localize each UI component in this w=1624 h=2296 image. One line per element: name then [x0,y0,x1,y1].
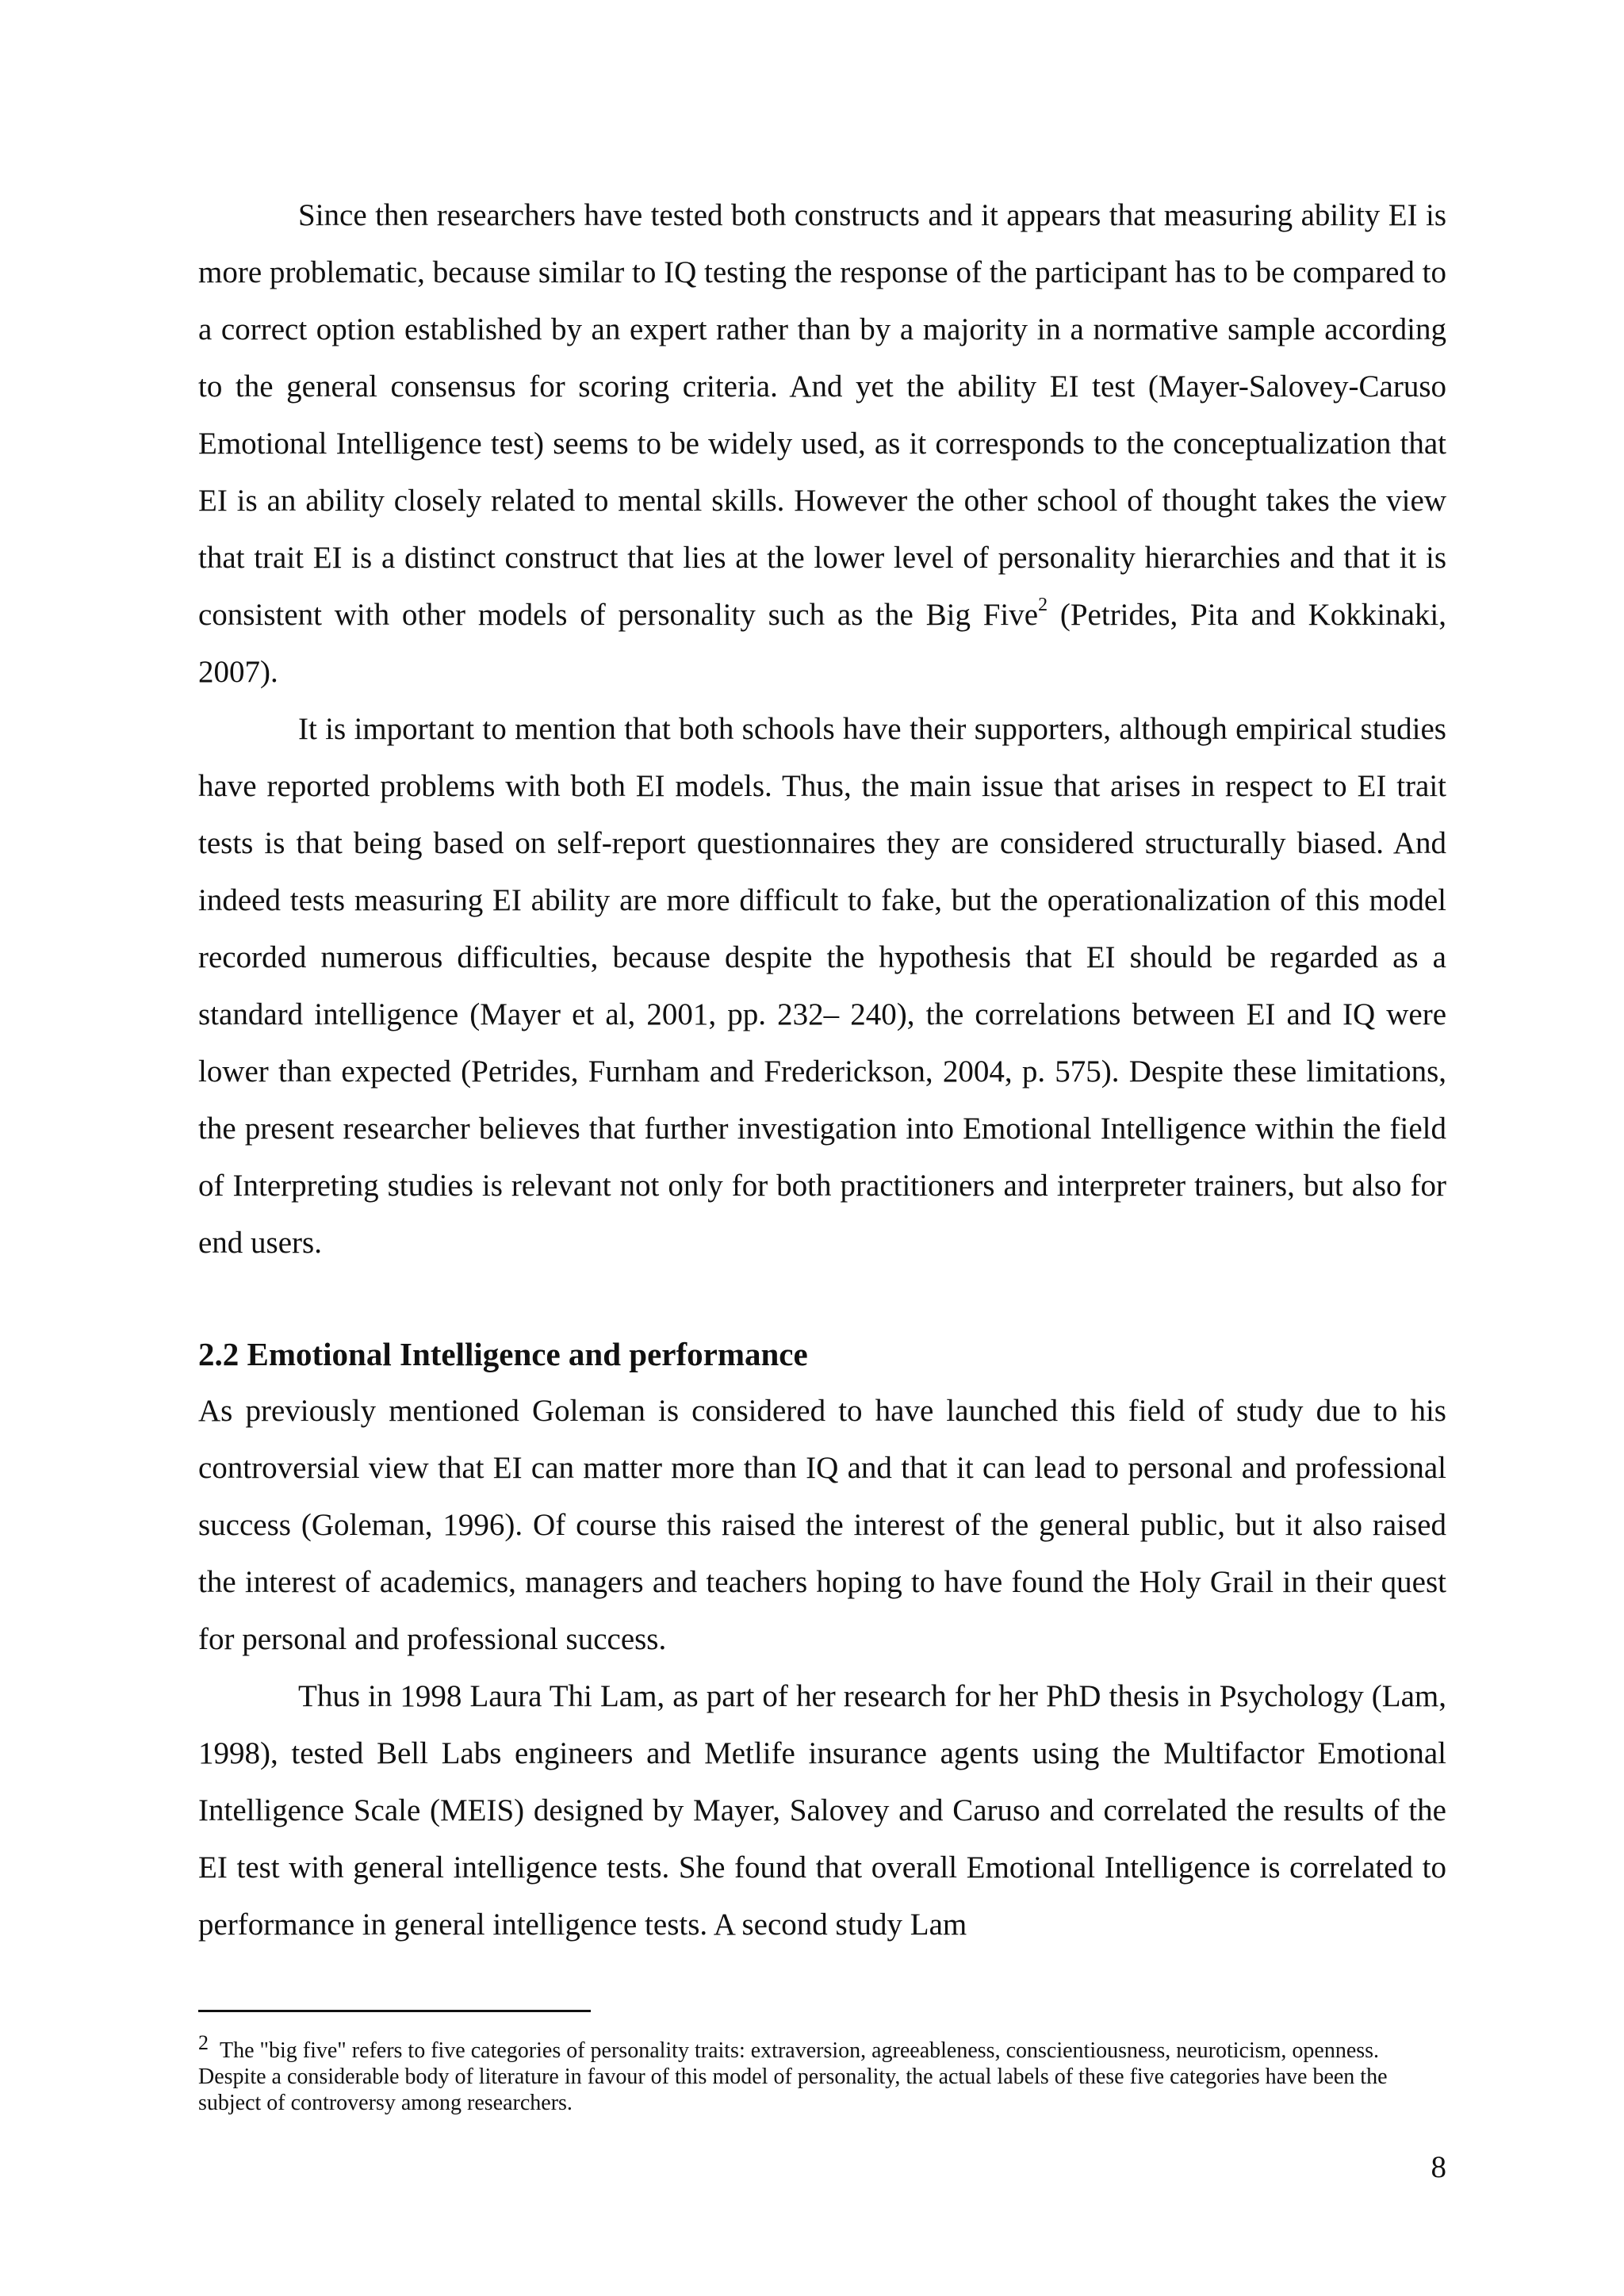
footnote-text: The "big five" refers to five categories of personality traits: extraversion, agreeableness, conscientiousness, neuroticism, openness. Despite a considerable body of literature in favour of this model of personality, the actual labels of these five categories have been the subject of controversy among researchers. [198,2038,1388,2115]
section-heading: 2.2 Emotional Intelligence and performance [198,1336,808,1372]
paragraph-lam-study: Thus in 1998 Laura Thi Lam, as part of her research for her PhD thesis in Psychology (Lam, 1998), tested Bell Labs engineers and Metlife insurance agents using the Multifactor Emotional Intelligence Scale (MEIS) designed by Mayer, Salovey and Caruso and correlated the results of the EI test with general intelligence tests. She found that overall Emotional Intelligence is correlated to performance in general intelligence tests. A second study Lam [198,1679,1446,1942]
footnote-marker: 2 [198,2031,209,2054]
footnote-separator [198,2010,591,2012]
footnote-reference-2: 2 [1038,595,1048,615]
paragraph-ei-constructs [198,187,1446,701]
footnote [198,2031,1446,2116]
paragraph-ei-constructs-tail: (Petrides, Pita and Kokkinaki, 2007). [198,598,1446,689]
page-number: 8 [1431,2150,1446,2184]
paragraph-ei-constructs-text: Since then researchers have tested both constructs and it appears that measuring ability EI is more problematic, because similar to IQ testing the response of the participant has to be compared to a correct option established by an expert rather than by a majority in a normative sample according to the general consensus for scoring criteria. And yet the ability EI test (Mayer-Salovey-Caruso Emotional Intelligence test) seems to be widely used, as it corresponds to the conceptualization that EI is an ability closely related to mental skills. However the other school of thought takes the view that trait EI is a distinct construct that lies at the lower level of personality hierarchies and that it is consistent with other models of personality such as the Big Five [198,198,1446,632]
paragraph-goleman: As previously mentioned Goleman is considered to have launched this field of study due to his controversial view that EI can matter more than IQ and that it can lead to personal and professional success (Goleman, 1996). Of course this raised the interest of the general public, but it also raised the interest of academics, managers and teachers hoping to have found the Holy Grail in their quest for personal and professional success. [198,1394,1446,1656]
paragraph-ei-schools: It is important to mention that both schools have their supporters, although empirical studies have reported problems with both EI models. Thus, the main issue that arises in respect to EI trait tests is that being based on self-report questionnaires they are considered structurally biased. And indeed tests measuring EI ability are more difficult to fake, but the operationalization of this model recorded numerous difficulties, because despite the hypothesis that EI should be regarded as a standard intelligence (Mayer et al, 2001, pp. 232– 240), the correlations between EI and IQ were lower than expected (Petrides, Furnham and Frederickson, 2004, p. 575). Despite these limitations, the present researcher believes that further investigation into Emotional Intelligence within the field of Interpreting studies is relevant not only for both practitioners and interpreter trainers, but also for end users. [198,712,1446,1260]
